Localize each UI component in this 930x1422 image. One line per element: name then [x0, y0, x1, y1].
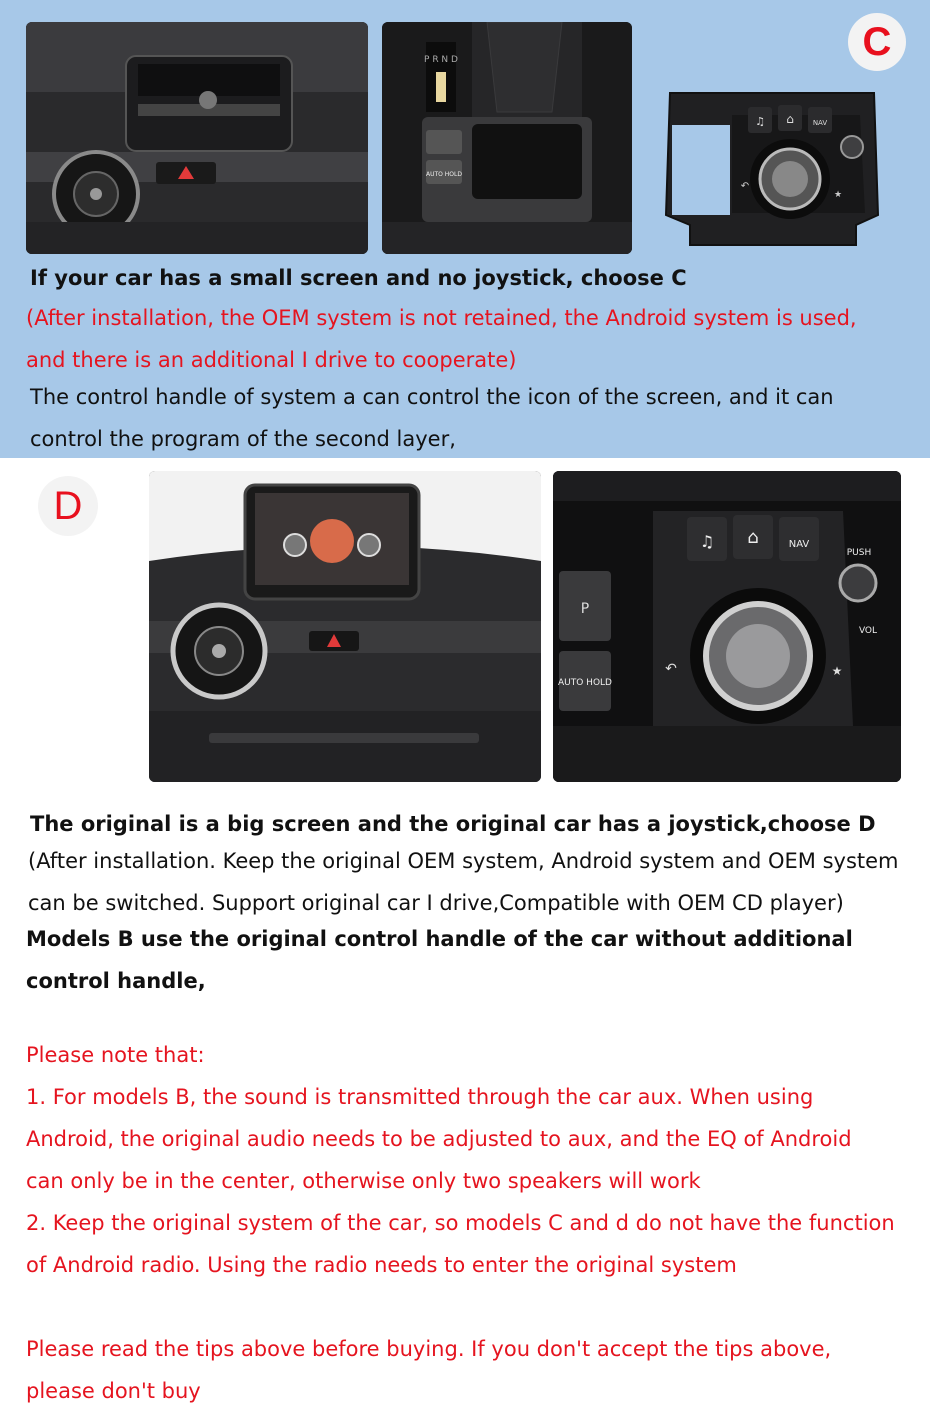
final-warning-line1: Please read the tips above before buying. If you don't accept the tips above,: [26, 1337, 832, 1361]
note-1-line1: 1. For models B, the sound is transmitted through the car aux. When using: [26, 1085, 814, 1109]
section-d-note-line2: can be switched. Support original car I drive,Compatible with OEM CD player): [28, 891, 844, 915]
auto-hold-label: AUTO HOLD: [558, 678, 612, 688]
section-d-models-line2: control handle,: [26, 969, 206, 993]
note-1-line3: can only be in the center, otherwise only two speakers will work: [26, 1169, 701, 1193]
additional-controller-photo: [660, 85, 884, 251]
section-d-heading: The original is a big screen and the original car has a joystick,choose D: [30, 812, 876, 836]
section-d-models-line1: Models B use the original control handle of the car without additional: [26, 927, 853, 951]
section-c-note-line2: and there is an additional I drive to cooperate): [26, 348, 517, 372]
section-d-note-line1: (After installation. Keep the original OEM system, Android system and OEM system: [28, 849, 899, 873]
note-2-line2: of Android radio. Using the radio needs to enter the original system: [26, 1253, 737, 1277]
parking-brake-icon: P: [580, 601, 590, 617]
dashboard-big-screen-photo: [149, 471, 541, 782]
back-icon: ↶: [665, 661, 677, 677]
auto-hold-label: AUTO HOLD: [426, 171, 462, 178]
gear-shift-no-joystick-photo: [382, 22, 632, 254]
note-2-line1: 2. Keep the original system of the car, so models C and d do not have the function: [26, 1211, 895, 1235]
note-1-line2: Android, the original audio needs to be adjusted to aux, and the EQ of Android: [26, 1127, 852, 1151]
vol-label: VOL: [858, 626, 878, 636]
original-joystick-photo: [553, 471, 901, 782]
music-icon: ♫: [699, 532, 715, 551]
notes-title: Please note that:: [26, 1043, 205, 1067]
option-c-badge: C: [848, 13, 906, 71]
push-label: PUSH: [846, 548, 872, 558]
nav-label: NAV: [812, 119, 828, 127]
home-icon: ⌂: [747, 527, 759, 548]
star-icon: ★: [831, 664, 843, 678]
final-warning-line2: please don't buy: [26, 1379, 201, 1403]
section-d: [0, 458, 930, 1422]
section-c-desc-line1: The control handle of system a can control the icon of the screen, and it can: [30, 385, 834, 409]
nav-label: NAV: [788, 539, 810, 550]
star-icon: ★: [833, 190, 843, 200]
section-c-heading: If your car has a small screen and no joystick, choose C: [30, 266, 687, 290]
section-c: [0, 0, 930, 458]
dashboard-small-screen-photo: [26, 22, 368, 254]
music-icon: ♫: [755, 115, 765, 128]
option-d-badge: D: [38, 476, 98, 536]
section-c-desc-line2: control the program of the second layer,: [30, 427, 456, 451]
back-icon: ↶: [740, 181, 750, 192]
gear-indicator-text: P R N D: [424, 55, 458, 65]
home-icon: ⌂: [786, 112, 794, 126]
section-c-note-line1: (After installation, the OEM system is not retained, the Android system is used,: [26, 306, 857, 330]
